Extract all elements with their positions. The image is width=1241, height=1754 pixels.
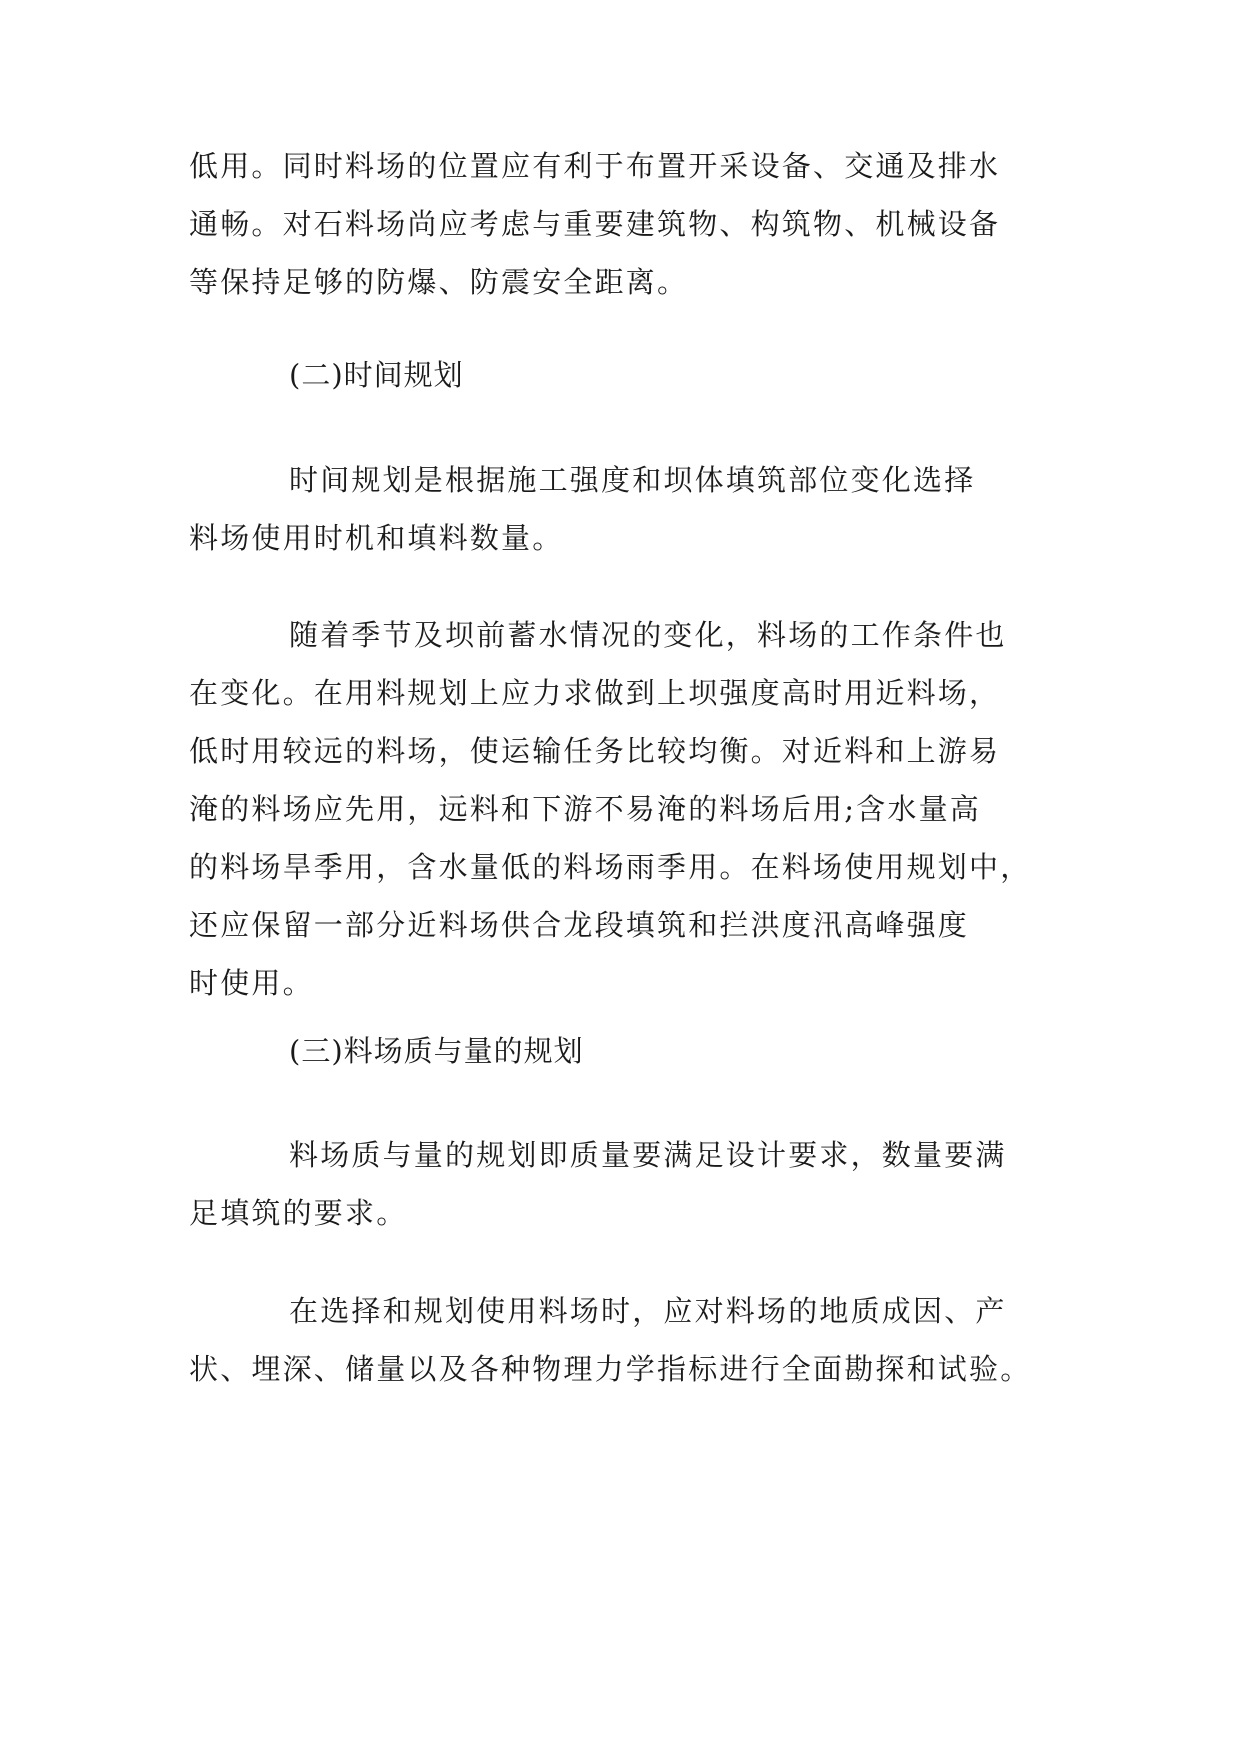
- paragraph-time-planning-definition: [189, 451, 1059, 567]
- paragraph-line: 料场使用时机和填料数量。: [189, 521, 564, 555]
- paragraph-line: 等保持足够的防爆、防震安全距离。: [189, 265, 689, 299]
- paragraph-line: 足填筑的要求。: [189, 1196, 408, 1230]
- paragraph-site-survey: [189, 1282, 1059, 1398]
- paragraph-line: 还应保留一部分近料场供合龙段填筑和拦洪度汛高峰强度: [189, 908, 970, 942]
- paragraph-line: 在变化。在用料规划上应力求做到上坝强度高时用近料场，: [189, 676, 1001, 710]
- paragraph-quality-quantity-definition: [189, 1126, 1059, 1242]
- paragraph-line: 在选择和规划使用料场时，应对料场的地质成因、产: [289, 1294, 1007, 1328]
- paragraph-line: 淹的料场应先用，远料和下游不易淹的料场后用;含水量高: [189, 792, 981, 826]
- paragraph-line: 时间规划是根据施工强度和坝体填筑部位变化选择: [289, 463, 976, 497]
- section-heading-quality-quantity: (三)料场质与量的规划: [289, 1034, 584, 1068]
- paragraph-line: 料场质与量的规划即质量要满足设计要求，数量要满: [289, 1138, 1007, 1172]
- section-heading-time-planning: (二)时间规划: [289, 358, 464, 392]
- paragraph-seasonal-changes: [189, 606, 1059, 1012]
- paragraph-line: 时使用。: [189, 966, 314, 1000]
- paragraph-line: 状、埋深、储量以及各种物理力学指标进行全面勘探和试验。: [189, 1352, 1032, 1386]
- paragraph-line: 低用。同时料场的位置应有利于布置开采设备、交通及排水: [189, 149, 1001, 183]
- paragraph-site-location: [189, 137, 1059, 311]
- paragraph-line: 随着季节及坝前蓄水情况的变化，料场的工作条件也: [289, 618, 1007, 652]
- paragraph-line: 的料场旱季用，含水量低的料场雨季用。在料场使用规划中，: [189, 850, 1032, 884]
- paragraph-line: 低时用较远的料场，使运输任务比较均衡。对近料和上游易: [189, 734, 1001, 768]
- paragraph-line: 通畅。对石料场尚应考虑与重要建筑物、构筑物、机械设备: [189, 207, 1001, 241]
